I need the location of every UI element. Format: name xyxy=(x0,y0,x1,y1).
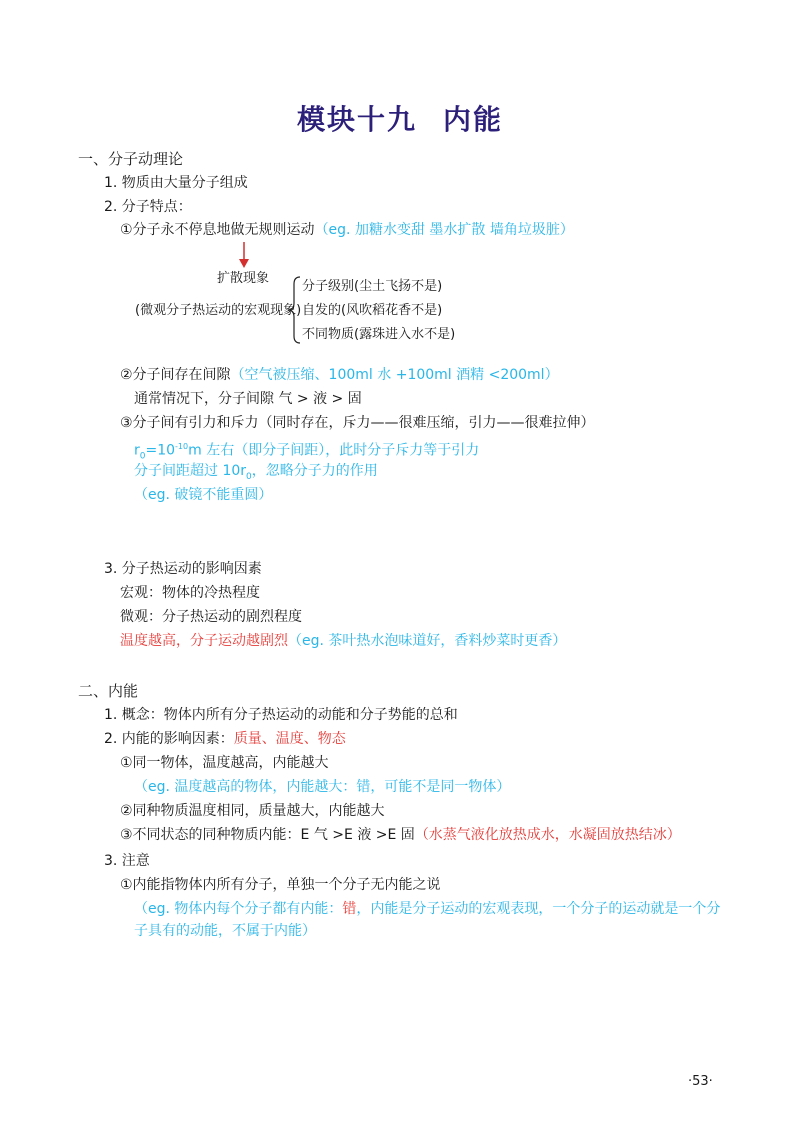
concept-line: 1. 概念：物体内所有分子热运动的动能和分子势能的总和 xyxy=(104,707,458,723)
gap-note: 通常情况下，分子间隙 气 > 液 > 固 xyxy=(134,391,362,407)
note-heading: 3. 注意 xyxy=(104,853,150,869)
characteristic-2: ②分子间存在间隙（空气被压缩、100ml 水 +100ml 酒精 <200ml） xyxy=(120,367,559,383)
factor-1: ①同一物体，温度越高，内能越大 xyxy=(120,755,329,771)
red-down-arrow-icon xyxy=(239,242,249,268)
section-heading-molecular-theory: 一、分子动理论 xyxy=(78,150,184,168)
section-heading-internal-energy: 二、内能 xyxy=(78,682,139,700)
factor-3: ③不同状态的同种物质内能：E 气 >E 液 >E 固（水蒸气液化放热成水，水凝固放热结冰） xyxy=(120,827,681,843)
page-title: 模块十九 内能 xyxy=(296,103,504,136)
macro-note: (微观分子热运动的宏观现象) xyxy=(135,303,302,318)
factors-line: 2. 内能的影响因素：质量、温度、物态 xyxy=(104,731,346,747)
r0-note: $r_0=10^{-10}m$ 左右（即分子间距），此时分子斥力等于引力 xyxy=(134,442,480,462)
factor-1-example: （eg. 温度越高的物体，内能越大：错，可能不是同一物体） xyxy=(134,779,511,795)
brace-item: 自发的(风吹稻花香不是) xyxy=(302,303,443,318)
point-1: 1. 物质由大量分子组成 xyxy=(104,175,248,191)
characteristic-3: ③分子间有引力和斥力（同时存在，斥力——很难压缩，引力——很难拉伸） xyxy=(120,415,595,431)
point-2: 2. 分子特点： xyxy=(104,199,192,215)
point-3: 3. 分子热运动的影响因素 xyxy=(104,561,262,577)
micro-line: 微观：分子热运动的剧烈程度 xyxy=(120,609,302,625)
macro-line: 宏观：物体的冷热程度 xyxy=(120,585,260,601)
brace-item: 不同物质(露珠进入水不是) xyxy=(302,327,456,342)
temperature-note: 温度越高，分子运动越剧烈（eg. 茶叶热水泡味道好，香料炒菜时更香） xyxy=(120,633,567,649)
brace-item: 分子级别(尘土飞扬不是) xyxy=(302,279,443,294)
note-1-example-cont: 子具有的动能，不属于内能） xyxy=(134,923,316,939)
mirror-example: （eg. 破镜不能重圆） xyxy=(134,487,273,503)
note-1-example: （eg. 物体内每个分子都有内能：错，内能是分子运动的宏观表现，一个分子的运动就是一个分 xyxy=(134,901,721,917)
factor-2: ②同种物质温度相同，质量越大，内能越大 xyxy=(120,803,385,819)
note-1: ①内能指物体内所有分子，单独一个分子无内能之说 xyxy=(120,877,441,893)
r0-far-note: 分子间距超过 $10r_0$，忽略分子力的作用 xyxy=(134,463,378,482)
diffusion-label: 扩散现象 xyxy=(217,271,270,286)
characteristic-1: ①分子永不停息地做无规则运动（eg. 加糖水变甜 墨水扩散 墙角垃圾脏） xyxy=(120,222,574,238)
page-number: ·53· xyxy=(688,1074,713,1089)
